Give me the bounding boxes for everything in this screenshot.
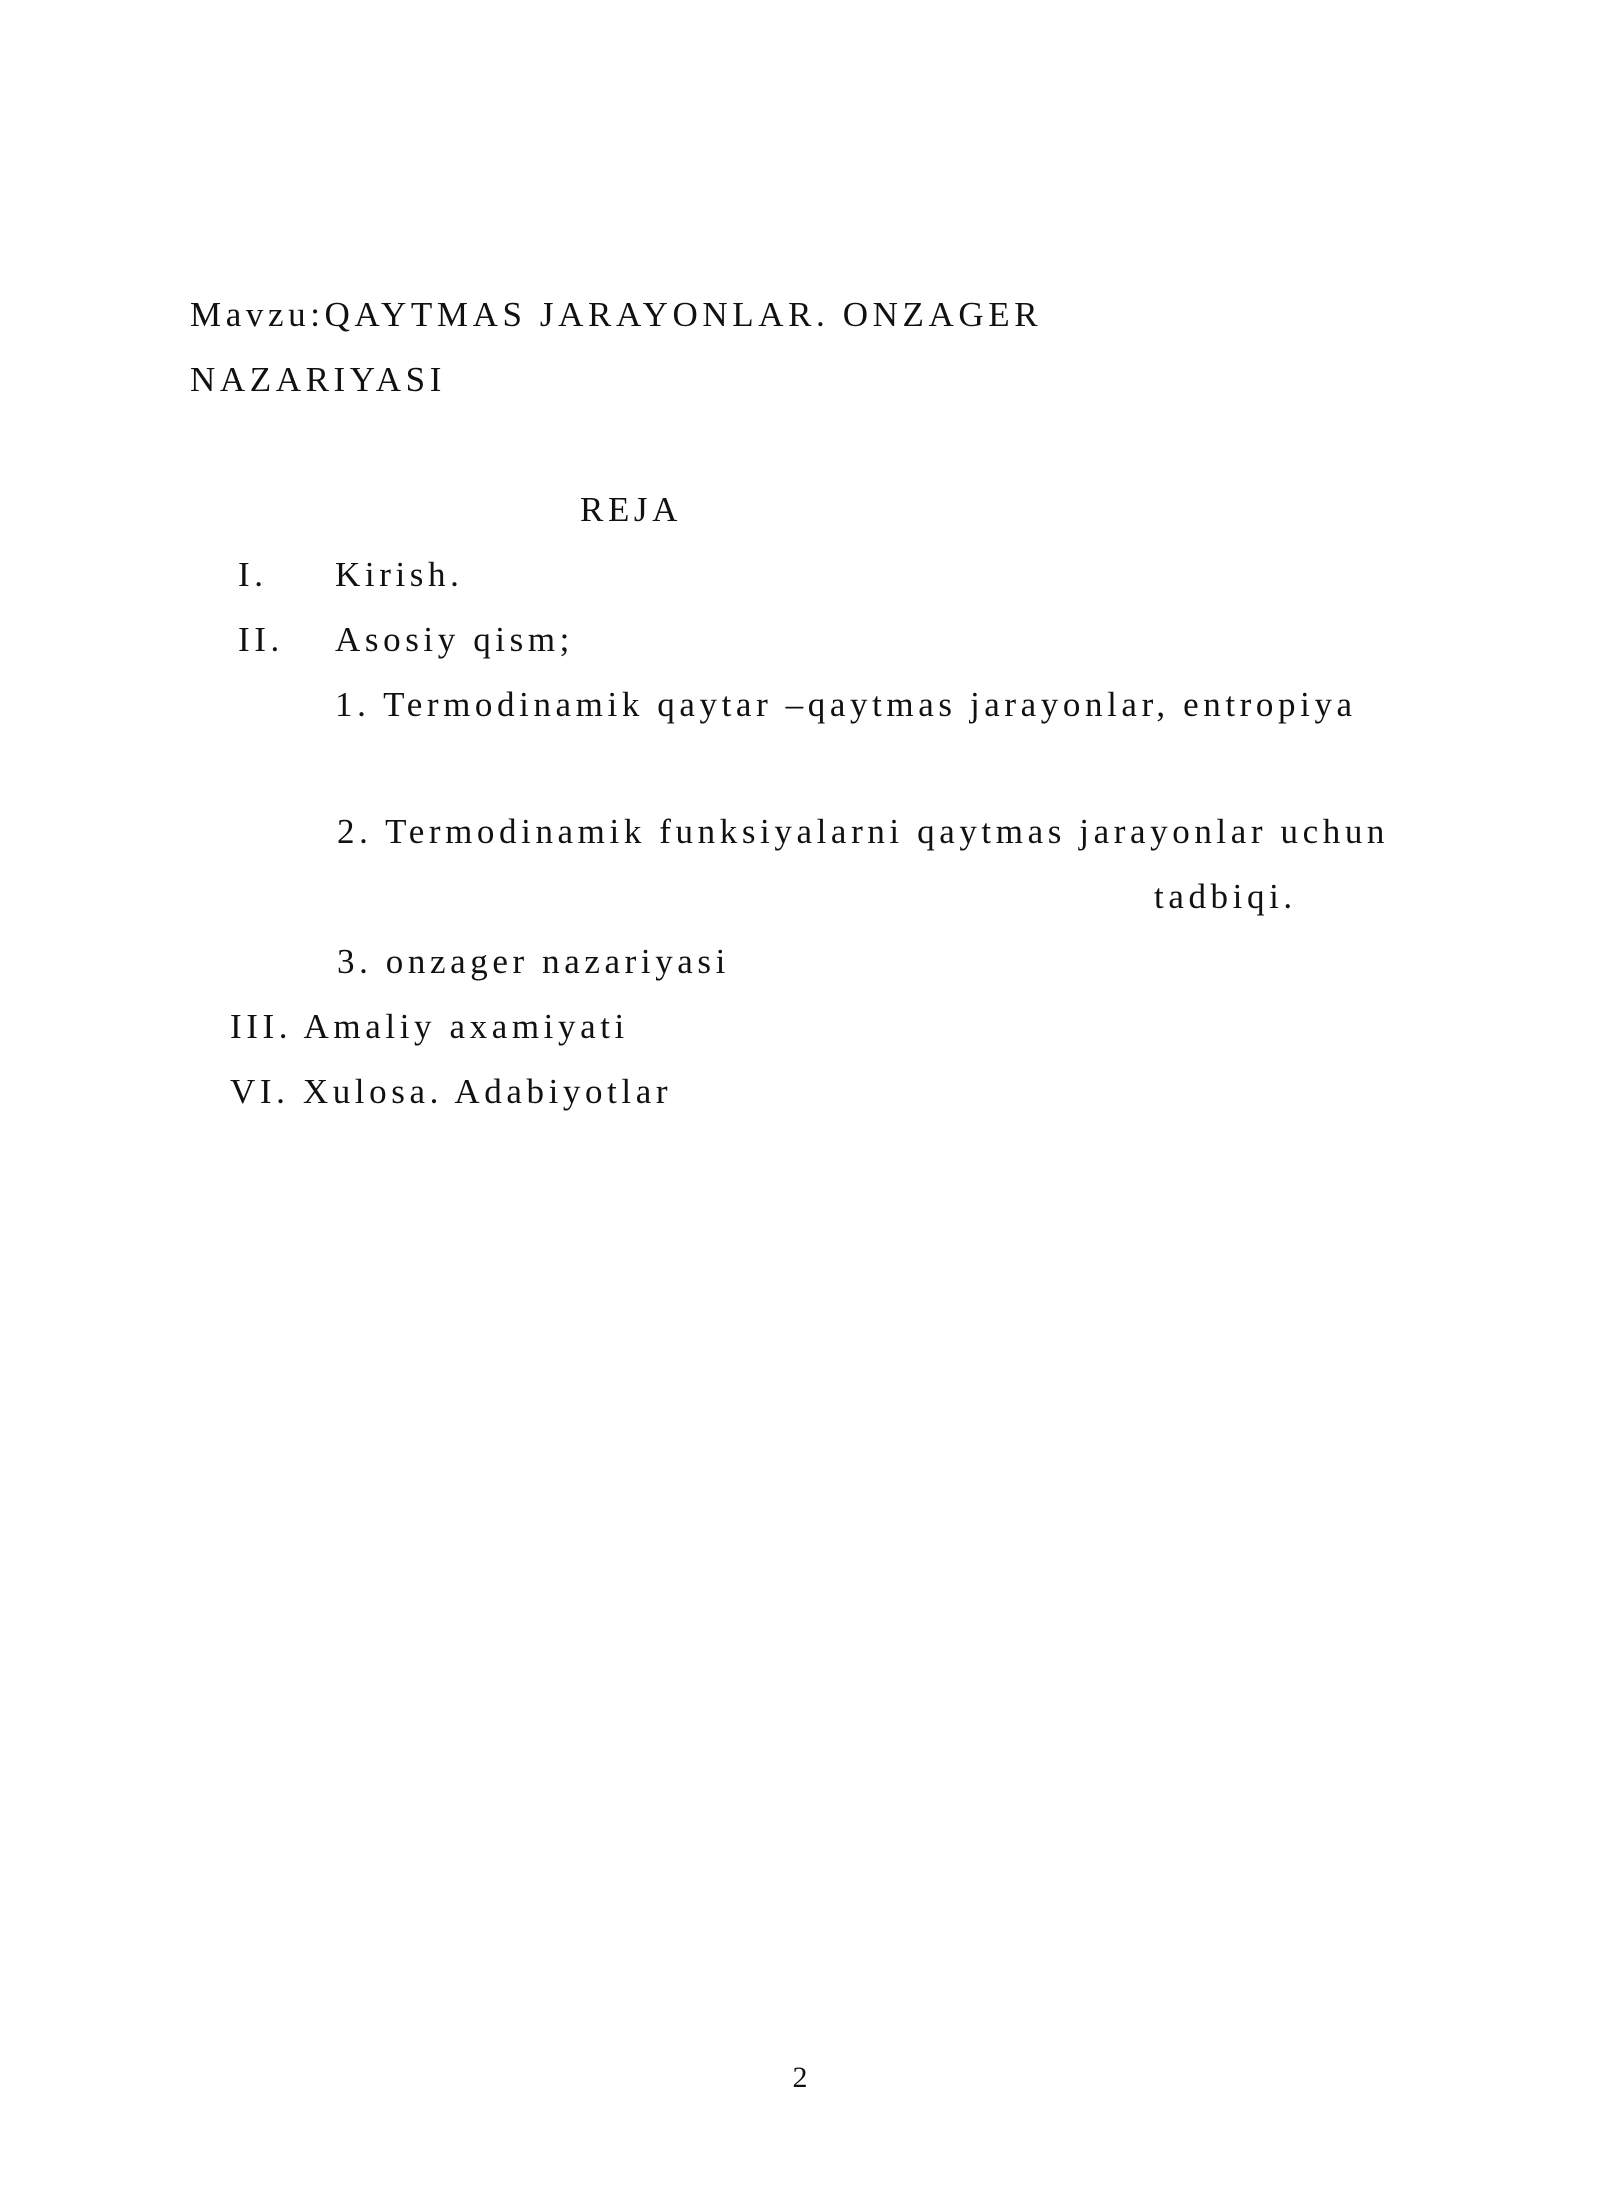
plan-subitem-2-line-1: 2. Termodinamik funksiyalarni qaytmas jarayonlar uchun bbox=[337, 812, 1390, 851]
plan-item-1-number: I. bbox=[238, 555, 268, 594]
document-title-line-1: Mavzu:QAYTMAS JARAYONLAR. ONZAGER bbox=[190, 295, 1043, 334]
plan-item-4: VI. Xulosa. Adabiyotlar bbox=[230, 1072, 673, 1111]
plan-item-2-text: Asosiy qism; bbox=[335, 620, 574, 659]
plan-item-3: III. Amaliy axamiyati bbox=[230, 1007, 629, 1046]
plan-subitem-2-line-2: tadbiqi. bbox=[1154, 877, 1297, 916]
plan-heading: REJA bbox=[580, 490, 683, 529]
plan-item-1-text: Kirish. bbox=[335, 555, 464, 594]
plan-subitem-1: 1. Termodinamik qaytar –qaytmas jarayonlar, entropiya bbox=[335, 685, 1357, 724]
page-number: 2 bbox=[792, 2061, 808, 2094]
plan-item-2-number: II. bbox=[238, 620, 284, 659]
document-title-line-2: NAZARIYASI bbox=[190, 360, 446, 399]
plan-subitem-3: 3. onzager nazariyasi bbox=[337, 942, 730, 981]
